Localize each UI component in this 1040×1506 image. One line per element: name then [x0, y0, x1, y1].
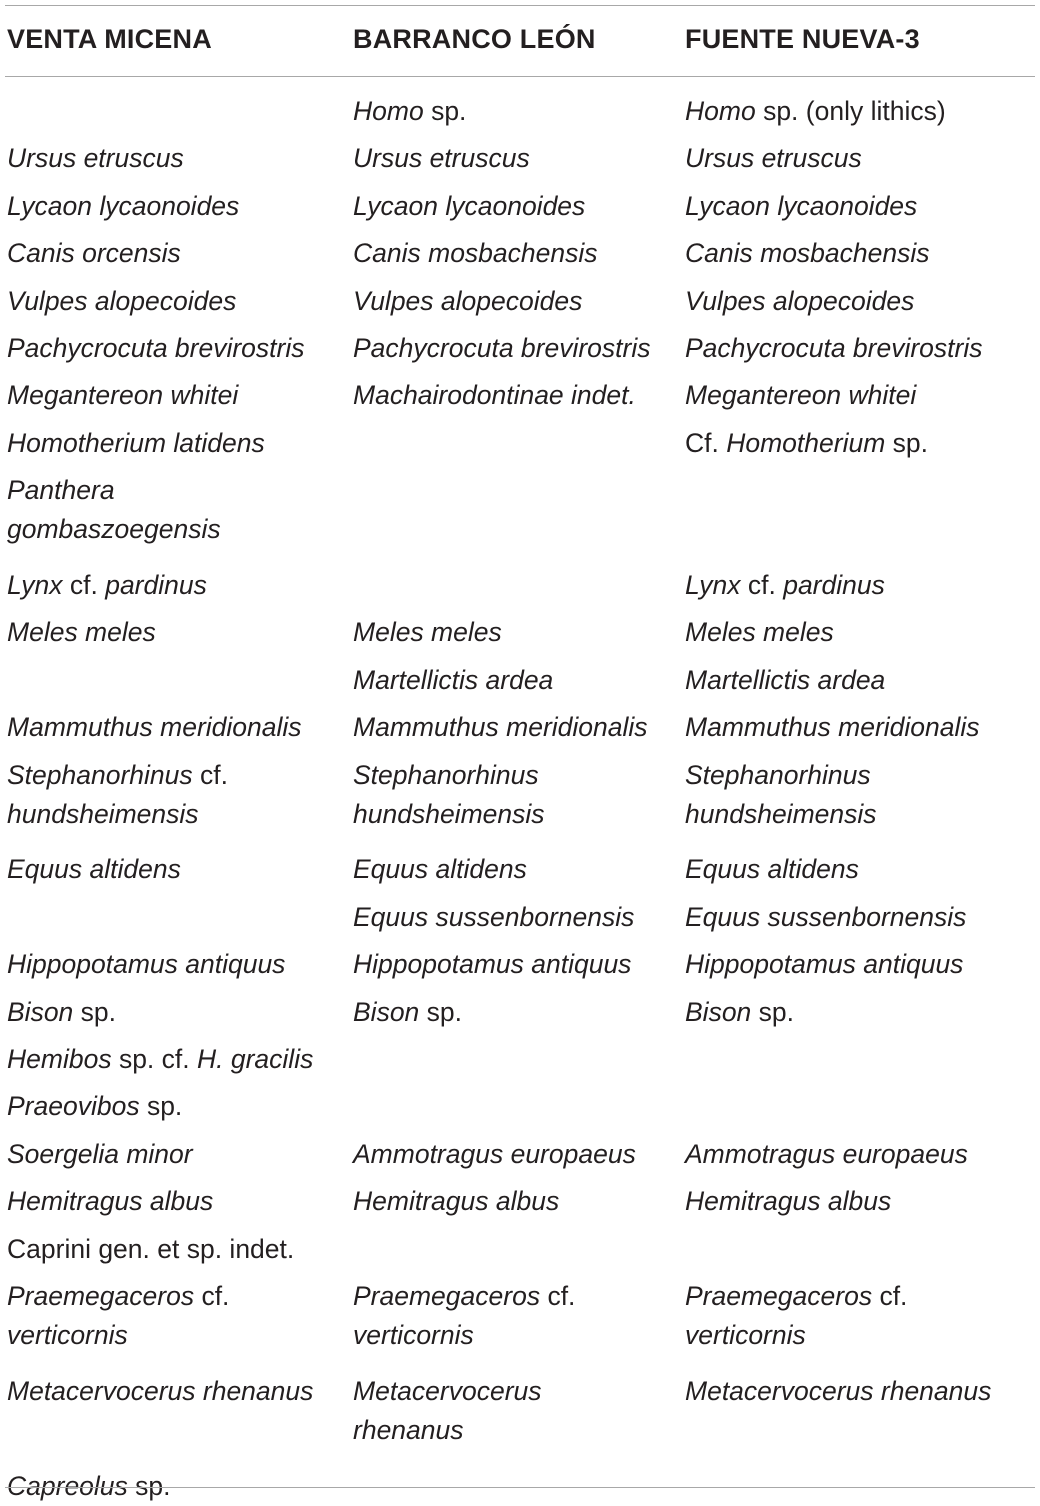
table-cell: Hippopotamus antiquus [685, 949, 964, 980]
table-cell: Homo sp. (only lithics) [685, 96, 946, 126]
table-cell: Pachycrocuta brevirostris [685, 333, 983, 363]
table-cell: Hippopotamus antiquus [7, 949, 286, 980]
table-cell: Bison sp. [7, 996, 117, 1027]
table-cell: Ursus etruscus [353, 143, 530, 174]
table-cell: Metacervocerus rhenanus [353, 1375, 542, 1445]
table-cell: Praemegaceros cf. verticornis [353, 1281, 576, 1350]
table-cell: Praemegaceros cf. verticornis [685, 1281, 908, 1350]
table-cell: Cf. Homotherium sp. [685, 427, 929, 458]
table-cell: Machairodontinae indet. [353, 380, 636, 411]
table-cell: Homotherium latidens [7, 427, 265, 458]
table-cell: Canis mosbachensis [353, 238, 598, 269]
table-cell: Hippopotamus antiquus [353, 949, 632, 980]
table-cell: Ammotragus europaeus [353, 1138, 636, 1169]
table-cell: Metacervocerus rhenanus [7, 1375, 314, 1406]
table-cell: Canis orcensis [7, 238, 181, 269]
table-cell: Panthera gombaszoegensis [7, 475, 221, 545]
table-cell: Lycaon lycaonoides [685, 190, 918, 221]
table-cell: Mammuthus meridionalis [685, 712, 980, 743]
table-cell: Megantereon whitei [7, 380, 239, 411]
table-cell: Ursus etruscus [685, 143, 862, 174]
table-cell: Praeovibos sp. [7, 1091, 183, 1122]
header-venta-micena: VENTA MICENA [7, 24, 212, 54]
table-cell: Metacervocerus rhenanus [685, 1375, 992, 1406]
table-cell: Equus altidens [353, 854, 527, 885]
table-cell: Capreolus sp. [7, 1470, 171, 1501]
table-cell: Bison sp. [353, 996, 463, 1027]
table-cell: Ammotragus europaeus [685, 1138, 968, 1169]
table-cell: Meles meles [7, 617, 156, 648]
table-cell: Equus altidens [685, 854, 859, 885]
table-cell: Martellictis ardea [353, 664, 554, 695]
header-barranco-leon: BARRANCO LEÓN [353, 24, 596, 54]
table-cell: Equus altidens [7, 854, 181, 885]
table-cell: Hemibos sp. cf. H. gracilis [7, 1044, 314, 1074]
table-cell: Pachycrocuta brevirostris [353, 333, 651, 363]
table-cell: Soergelia minor [7, 1138, 193, 1169]
table-cell: Vulpes alopecoides [685, 285, 915, 316]
header-divider-rule [5, 76, 1035, 77]
table-cell: Stephanorhinus cf. hundsheimensis [7, 759, 228, 829]
table-cell: Canis mosbachensis [685, 238, 930, 269]
table-bottom-rule [5, 1487, 1035, 1488]
table-cell: Megantereon whitei [685, 380, 917, 411]
table-cell: Lynx cf. pardinus [685, 570, 885, 600]
header-fuente-nueva-3: FUENTE NUEVA-3 [685, 24, 920, 54]
table-top-rule [5, 5, 1035, 6]
table-cell: Bison sp. [685, 996, 795, 1027]
table-cell: Meles meles [353, 617, 502, 648]
table-cell: Equus sussenbornensis [685, 901, 967, 932]
table-cell: Hemitragus albus [353, 1186, 560, 1217]
table-cell: Stephanorhinus hundsheimensis [353, 759, 545, 829]
table-cell: Lycaon lycaonoides [353, 190, 586, 221]
table-cell: Mammuthus meridionalis [7, 712, 302, 743]
table-cell: Praemegaceros cf. verticornis [7, 1281, 230, 1350]
table-cell: Caprini gen. et sp. indet. [7, 1233, 295, 1264]
table-cell: Pachycrocuta brevirostris [7, 333, 305, 363]
table-cell: Equus sussenbornensis [353, 901, 635, 932]
table-cell: Lycaon lycaonoides [7, 190, 240, 221]
table-cell: Vulpes alopecoides [353, 285, 583, 316]
table-cell: Lynx cf. pardinus [7, 570, 207, 600]
table-cell: Martellictis ardea [685, 664, 886, 695]
table-cell: Vulpes alopecoides [7, 285, 237, 316]
table-cell: Hemitragus albus [685, 1186, 892, 1217]
table-cell: Ursus etruscus [7, 143, 184, 174]
table-cell: Homo sp. [353, 96, 467, 126]
table-cell: Meles meles [685, 617, 834, 648]
table-cell: Mammuthus meridionalis [353, 712, 648, 743]
table-cell: Hemitragus albus [7, 1186, 214, 1217]
table-cell: Stephanorhinus hundsheimensis [685, 759, 877, 829]
